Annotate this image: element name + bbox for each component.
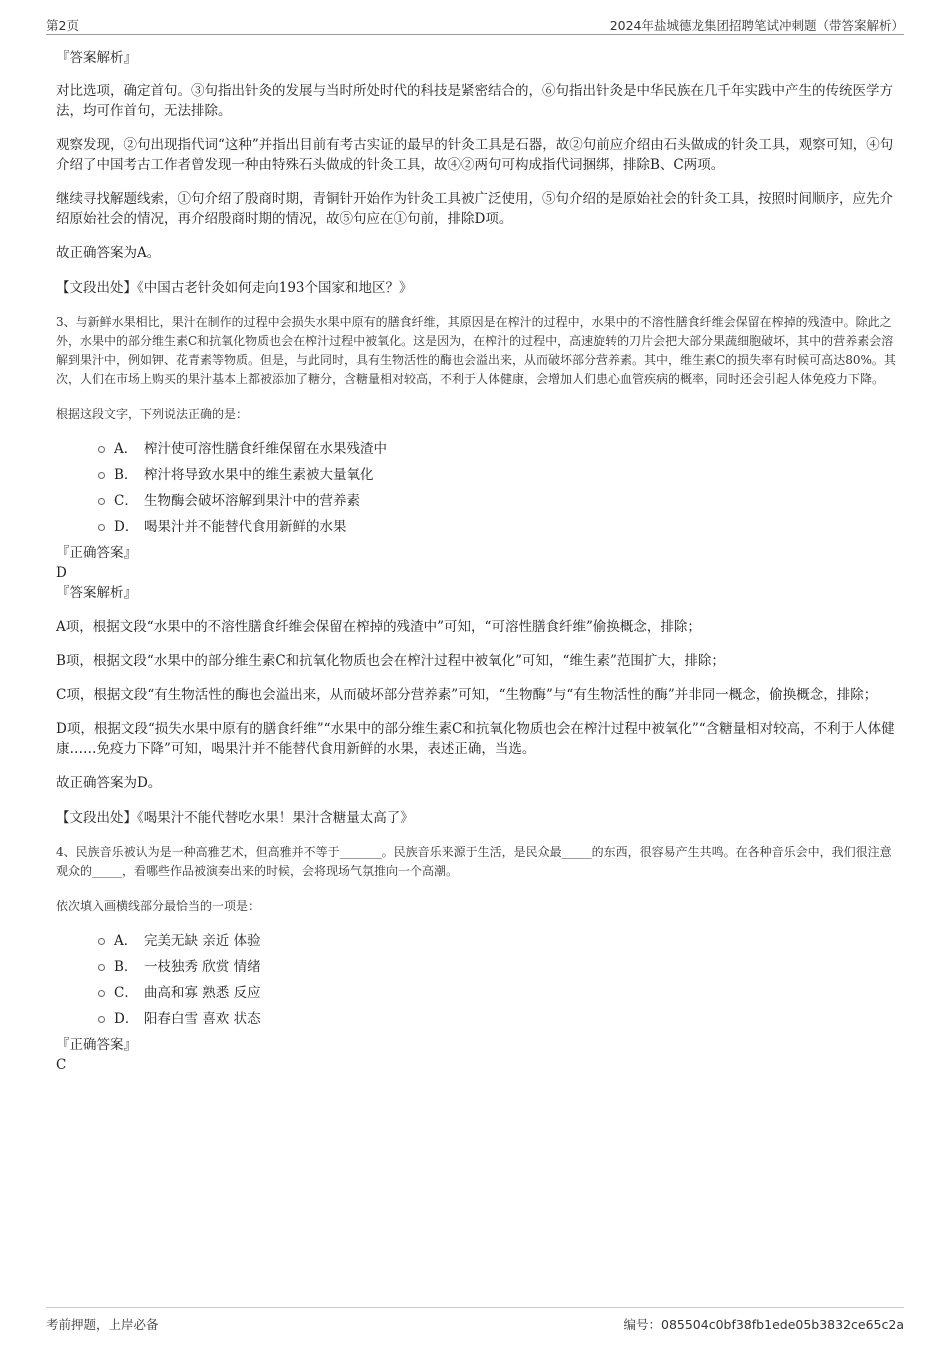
q3-prompt: 根据这段文字，下列说法正确的是： — [56, 407, 249, 421]
q3-option-b[interactable]: B． 榨汁将导致水果中的维生素被大量氧化 — [56, 462, 896, 488]
page-content — [56, 48, 896, 1075]
q3-option-a[interactable]: A． 榨汁使可溶性膳食纤维保留在水果残渣中 — [56, 436, 896, 462]
q4-options — [56, 928, 896, 1032]
q4-option-b[interactable]: B． 一枝独秀 欣赏 情绪 — [56, 954, 896, 980]
radio-icon[interactable] — [98, 938, 105, 945]
q2-analysis-label: 『答案解析』 — [56, 50, 137, 66]
q4-stem: 4、民族音乐被认为是一种高雅艺术，但高雅并不等于_______。民族音乐来源于生活，是民众最_____的东西，很容易产生共鸣。在各种音乐会中，我们很注意观众的_____，看哪些作品被演奏出来的时候，会将现场气氛推向一个高潮。 — [56, 845, 892, 878]
q3-analysis-b: B项，根据文段“水果中的部分维生素C和抗氧化物质也会在榨汁过程中被氧化”可知，“维生素”范围扩大，排除； — [56, 653, 725, 669]
q3-options — [56, 436, 896, 540]
q3-option-c[interactable]: C． 生物酶会破坏溶解到果汁中的营养素 — [56, 488, 896, 514]
q2-source: 【文段出处】《中国古老针灸如何走向193个国家和地区？》 — [56, 280, 413, 296]
page-header — [46, 14, 904, 35]
q4-prompt: 依次填入画横线部分最恰当的一项是： — [56, 899, 261, 913]
q4-option-c[interactable]: C． 曲高和寡 熟悉 反应 — [56, 980, 896, 1006]
q4-option-a[interactable]: A． 完美无缺 亲近 体验 — [56, 928, 896, 954]
q3-stem: 3、与新鲜水果相比，果汁在制作的过程中会损失水果中原有的膳食纤维，其原因是在榨汁的过程中，水果中的不溶性膳食纤维会保留在榨掉的残渣中。除此之外，水果中的部分维生素C和抗氧化物质也会在榨汁过程中被氧化。这是因为，在榨汁的过程中，高速旋转的刀片会把大部分果蔬细胞破坏，其中的营养素会溶解到果汁中，例如钾、花青素等物质。但是，与此同时，具有生物活性的酶也会溢出来，从而破坏部分营养素。其中，维生素C的损失率有时候可高达80%。其次，人们在市场上购买的果汁基本上都被添加了糖分，含糖量相对较高，不利于人体健康，会增加人们患心血管疾病的概率，同时还会引起人体免疫力下降。 — [56, 315, 896, 386]
document-code: 编号：085504c0bf38fb1ede05b3832ce65c2a — [623, 1317, 904, 1332]
radio-icon[interactable] — [98, 990, 105, 997]
q2-analysis-para-1: 对比选项，确定首句。③句指出针灸的发展与当时所处时代的科技是紧密结合的，⑥句指出针灸是中华民族在几千年实践中产生的传统医学方法，均可作首句，无法排除。 — [56, 83, 893, 119]
q4-answer: C — [56, 1057, 67, 1073]
q3-option-d[interactable]: D． 喝果汁并不能替代食用新鲜的水果 — [56, 514, 896, 540]
radio-icon[interactable] — [98, 1016, 105, 1023]
radio-icon[interactable] — [98, 446, 105, 453]
page-number: 第2页 — [46, 18, 79, 33]
q4-option-d[interactable]: D． 阳春白雪 喜欢 状态 — [56, 1006, 896, 1032]
q3-analysis-d: D项，根据文段“损失水果中原有的膳食纤维”“水果中的部分维生素C和抗氧化物质也会在榨汁过程中被氧化”“含糖量相对较高，不利于人体健康……免疫力下降”可知，喝果汁并不能替代食用新鲜的水果，表述正确，当选。 — [56, 721, 895, 757]
radio-icon[interactable] — [98, 472, 105, 479]
q3-conclusion: 故正确答案为D。 — [56, 775, 162, 791]
radio-icon[interactable] — [98, 964, 105, 971]
q3-answer: D — [56, 565, 67, 581]
page-footer — [46, 1307, 904, 1334]
radio-icon[interactable] — [98, 524, 105, 531]
q2-analysis-para-3: 继续寻找解题线索，①句介绍了殷商时期，青铜针开始作为针灸工具被广泛使用，⑤句介绍的是原始社会的针灸工具，按照时间顺序，应先介绍原始社会的情况，再介绍殷商时期的情况，故⑤句应在①句前，排除D项。 — [56, 191, 893, 227]
radio-icon[interactable] — [98, 498, 105, 505]
q3-analysis-label: 『答案解析』 — [56, 585, 137, 601]
q2-analysis-para-2: 观察发现，②句出现指代词“这种”并指出目前有考古实证的最早的针灸工具是石器，故②句前应介绍由石头做成的针灸工具，观察可知，④句介绍了中国考古工作者曾发现一种由特殊石头做成的针灸工具，故④②两句可构成指代词捆绑，排除B、C两项。 — [56, 137, 894, 173]
document-title: 2024年盐城德龙集团招聘笔试冲刺题（带答案解析） — [609, 18, 904, 33]
q3-analysis-a: A项，根据文段“水果中的不溶性膳食纤维会保留在榨掉的残渣中”可知，“可溶性膳食纤维”偷换概念，排除； — [56, 619, 701, 635]
q4-answer-label: 『正确答案』 — [56, 1037, 137, 1053]
q3-source: 【文段出处】《喝果汁不能代替吃水果！果汁含糖量太高了》 — [56, 810, 414, 826]
q3-analysis-c: C项，根据文段“有生物活性的酶也会溢出来，从而破坏部分营养素”可知，“生物酶”与“有生物活性的酶”并非同一概念，偷换概念，排除； — [56, 687, 878, 703]
footer-slogan: 考前押题，上岸必备 — [46, 1317, 159, 1332]
q3-answer-label: 『正确答案』 — [56, 545, 137, 561]
q2-conclusion: 故正确答案为A。 — [56, 245, 161, 261]
